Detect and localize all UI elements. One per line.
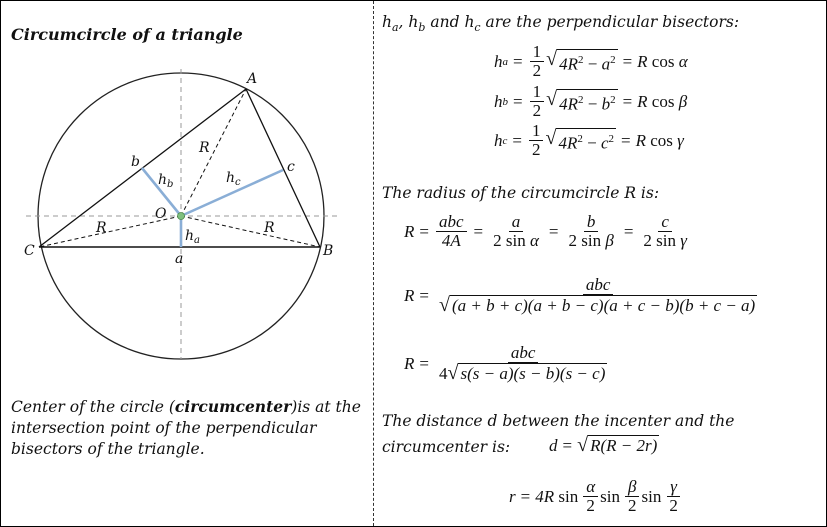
- circumcenter-term: circumcenter: [174, 397, 292, 416]
- radius-oa: [181, 89, 246, 216]
- bisector-label-ha: $h_a$: [185, 228, 200, 246]
- equation-ha: h a = $\frac{1}{2}$ √ $4R^2 - a^2$ = R cos α: [494, 42, 688, 80]
- radius-label-ob: R: [264, 220, 275, 236]
- side-label-c: c: [287, 159, 295, 175]
- vertex-label-a: A: [247, 71, 258, 87]
- distance-label-line1: The distance d between the incenter and the: [382, 412, 735, 430]
- distance-label-line2: circumcenter is:: [382, 438, 511, 456]
- vertex-label-c: C: [24, 243, 35, 259]
- equation-r-sine: R = $\frac{\text{abc}}{4A}$ = $\frac{a}{\text{2 sin α}}$ = $\frac{b}{\text{2 sin β}}$ = $\frac{c}{\text{2 sin γ}}$: [404, 212, 687, 250]
- bisector-label-hb: $h_b$: [158, 172, 174, 190]
- circumcircle-figure: [1, 1, 373, 391]
- side-label-b: b: [131, 154, 140, 170]
- right-panel: [374, 1, 826, 526]
- vertex-label-b: B: [323, 243, 334, 259]
- radius-label-oc: R: [96, 220, 107, 236]
- equation-inradius: r = 4R sin $\frac{\alpha}{2}$ sin $\frac{\beta}{2}$ sin $\frac{\gamma}{2}$: [509, 478, 683, 515]
- radius-ob: [181, 216, 320, 247]
- circumcenter-point: [178, 213, 185, 220]
- bisectors-intro: $h_a$, $h_b$ and $h_c$ are the perpendicular bisectors:: [382, 13, 740, 35]
- radius-label: The radius of the circumcircle R is:: [382, 184, 660, 202]
- equation-hc: h c = $\frac{1}{2}$ √ $4R^2 - c^2$ = R cos γ: [494, 121, 684, 159]
- left-panel: [1, 1, 373, 526]
- side-c: [246, 89, 320, 247]
- bisector-label-hc: $h_c$: [226, 170, 241, 188]
- page-title: Circumcircle of a triangle: [11, 25, 243, 44]
- equation-hb: h b = $\frac{1}{2}$ √ $4R^2 - b^2$ = R cos β: [494, 82, 688, 120]
- circumcenter-description: Center of the circle (circumcenter)is at the intersection point of the perpendicular bisectors of the triangle.: [11, 397, 361, 458]
- equation-distance: d = √ R(R − 2r): [549, 434, 658, 456]
- radius-label-oa: R: [199, 140, 210, 156]
- side-label-a: a: [175, 251, 184, 267]
- equation-r-semiperimeter: R = abc 4 √ s(s − a)(s − b)(s − c): [404, 343, 606, 384]
- center-label-o: O: [155, 206, 167, 222]
- equation-r-sides: R = abc √ (a + b + c)(a + b − c)(a + c − b)(b + c − a): [404, 275, 756, 316]
